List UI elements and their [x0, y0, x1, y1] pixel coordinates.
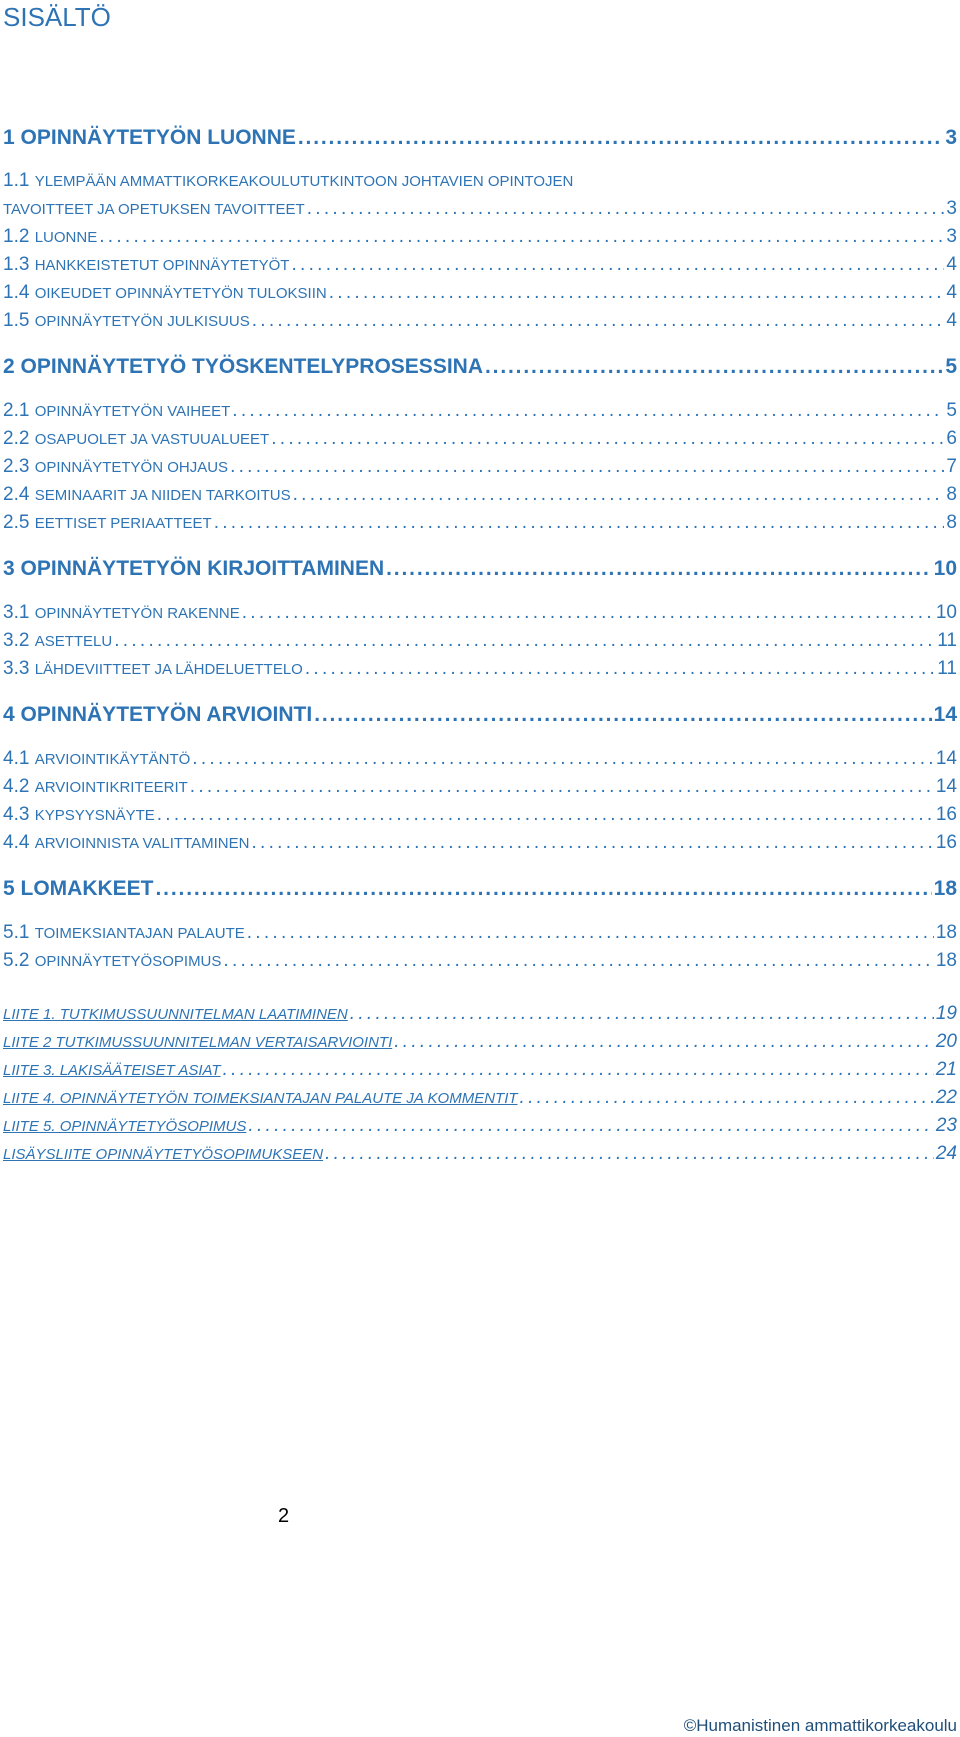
toc-leader [223, 950, 933, 972]
toc-entry-text: ASETTELU [34, 633, 113, 650]
toc-page-number: 16 [935, 804, 957, 825]
toc-entry-number: 3.1 [3, 602, 35, 623]
toc-entry-text: LIITE 3. LAKISÄÄTEISET ASIAT [3, 1062, 221, 1079]
toc-entry[interactable] [3, 748, 957, 770]
toc-entry-number: 1.3 [3, 254, 35, 275]
toc-leader [247, 922, 934, 944]
toc-page-number: 11 [937, 630, 957, 651]
toc-entry-number: 1.2 [3, 226, 35, 247]
toc-entry[interactable] [3, 428, 957, 450]
toc-page-number: 11 [937, 658, 957, 679]
toc-entry-title: 3 OPINNÄYTETYÖN KIRJOITTAMINEN [3, 557, 385, 580]
toc-entry-number: 2.3 [3, 456, 35, 477]
toc-page-number: 19 [935, 1003, 957, 1024]
toc-entry-text: ARVIOINTIKÄYTÄNTÖ [34, 751, 191, 768]
toc-page-number: 24 [935, 1143, 957, 1164]
toc-page-number: 7 [946, 456, 957, 477]
toc-entry-title [3, 484, 291, 506]
toc-page-number: 4 [946, 282, 957, 303]
toc-entry[interactable] [3, 1087, 957, 1109]
toc-entry-title [3, 922, 245, 944]
toc-entry-number: 5.1 [3, 922, 35, 943]
toc-entry-text: OIKEUDET OPINNÄYTETYÖN TULOKSIIN [34, 285, 327, 302]
toc-page-number: 18 [935, 922, 957, 943]
toc-entry-text: SEMINAARIT JA NIIDEN TARKOITUS [34, 487, 291, 504]
toc-wrap-line-1[interactable] [3, 170, 573, 192]
toc-entry[interactable] [3, 658, 957, 680]
toc-page-number: 5 [945, 355, 957, 378]
toc-entry-number: 4.3 [3, 804, 35, 825]
toc-page-number: 10 [935, 602, 957, 623]
toc-leader [190, 776, 934, 798]
toc-entry-title [3, 310, 250, 332]
toc-entry-number: 1.5 [3, 310, 35, 331]
toc-entry-title [3, 950, 221, 972]
toc-leader [251, 832, 933, 854]
toc-entry-text: EETTISET PERIAATTEET [34, 515, 212, 532]
toc-leader [293, 484, 945, 506]
toc-leader [114, 630, 935, 652]
toc-entry[interactable] [3, 512, 957, 534]
toc-entry-title [3, 1003, 348, 1025]
toc-page-number: 3 [946, 198, 957, 219]
toc-entry-text: ARVIOINNISTA VALITTAMINEN [34, 835, 250, 852]
toc-entry-text: LÄHDEVIITTEET JA LÄHDELUETTELO [34, 661, 303, 678]
toc-entry-title [3, 400, 230, 422]
toc-page-number: 6 [946, 428, 957, 449]
toc-entry[interactable] [3, 804, 957, 826]
toc-entry[interactable] [3, 484, 957, 506]
toc-page-number: 21 [935, 1059, 957, 1080]
toc-page-number: 23 [935, 1115, 957, 1136]
toc-entry-title [3, 1115, 246, 1137]
toc-entry-text: HANKKEISTETUT OPINNÄYTETYÖT [34, 257, 290, 274]
toc-entry-number: 5.2 [3, 950, 35, 971]
toc-entry-text: OPINNÄYTETYÖN VAIHEET [34, 403, 231, 420]
toc-entry-title [3, 804, 155, 826]
toc-leader [214, 512, 945, 534]
toc-entry[interactable] [3, 282, 957, 304]
toc-entry-text: TOIMEKSIANTAJAN PALAUTE [34, 925, 245, 942]
toc-leader [252, 310, 945, 332]
toc-entry-title: 5 LOMAKKEET [3, 877, 154, 900]
toc-entry[interactable] [3, 1031, 957, 1053]
toc-leader [307, 198, 945, 220]
toc-leader [305, 658, 935, 680]
toc-leader [485, 355, 943, 379]
page-title: SISÄLTÖ [3, 2, 111, 32]
toc-leader [156, 877, 932, 901]
toc-entry-title: 2 OPINNÄYTETYÖ TYÖSKENTELYPROSESSINA [3, 355, 483, 378]
toc-entry-title [3, 602, 240, 624]
toc-entry[interactable] [3, 1115, 957, 1137]
toc-entry[interactable] [3, 776, 957, 798]
toc-entry-number: 2.4 [3, 484, 35, 505]
toc-leader [242, 602, 934, 624]
toc-leader [230, 456, 944, 478]
toc-entry[interactable] [3, 1059, 957, 1081]
toc-leader [386, 557, 932, 581]
toc-entry-title [3, 748, 190, 770]
toc-leader [271, 428, 944, 450]
toc-entry-text: OPINNÄYTETYÖN JULKISUUS [34, 313, 250, 330]
toc-entry[interactable] [3, 400, 957, 422]
toc-entry-title [3, 1143, 323, 1165]
toc-entry-number: 2.2 [3, 428, 35, 449]
toc-entry-number: 1.4 [3, 282, 35, 303]
toc-entry-text: LIITE 5. OPINNÄYTETYÖSOPIMUS [3, 1118, 247, 1135]
toc-entry-number: 4.1 [3, 748, 35, 769]
toc-entry[interactable] [3, 254, 957, 276]
toc-leader [350, 1003, 934, 1025]
toc-entry-title [3, 630, 112, 652]
toc-entry[interactable] [3, 950, 957, 972]
toc-entry-text: KYPSYYSNÄYTE [34, 807, 155, 824]
toc-entry-title [3, 1087, 518, 1109]
toc-entry[interactable] [3, 602, 957, 624]
toc-page-number: 8 [946, 512, 957, 533]
toc-leader [329, 282, 945, 304]
toc-leader [223, 1059, 934, 1081]
toc-entry-title [3, 254, 289, 276]
toc-entry-text: LIITE 1. TUTKIMUSSUUNNITELMAN LAATIMINEN [3, 1006, 348, 1023]
toc-entry[interactable] [3, 1003, 957, 1025]
toc-entry-text: OPINNÄYTETYÖN OHJAUS [34, 459, 229, 476]
toc-entry[interactable] [3, 355, 957, 379]
toc-page-number: 5 [946, 400, 957, 421]
toc-entry[interactable] [3, 310, 957, 332]
toc-page-number: 16 [935, 832, 957, 853]
toc-entry-title [3, 658, 303, 680]
toc-leader [394, 1031, 934, 1053]
toc-page-number: 22 [935, 1087, 957, 1108]
toc-entry-text: LIITE 4. OPINNÄYTETYÖN TOIMEKSIANTAJAN PALAUTE JA KOMMENTIT [3, 1090, 518, 1107]
toc-entry-text: ARVIOINTIKRITEERIT [34, 779, 188, 796]
toc-entry-title: 1 OPINNÄYTETYÖN LUONNE [3, 126, 296, 149]
toc-leader [520, 1087, 934, 1109]
toc-entry-title: TAVOITTEET JA OPETUKSEN TAVOITTEET [3, 201, 305, 218]
toc-entry-number: 4.4 [3, 832, 35, 853]
toc-page-number: 4 [946, 310, 957, 331]
toc-leader [192, 748, 934, 770]
toc-entry-text: OSAPUOLET JA VASTUUALUEET [34, 431, 270, 448]
toc-entry-title [3, 776, 188, 798]
toc-page-number: 18 [935, 950, 957, 971]
toc-leader [325, 1143, 934, 1165]
toc-entry[interactable] [3, 877, 957, 901]
toc-leader [232, 400, 944, 422]
toc-entry-text: LUONNE [34, 229, 98, 246]
toc-page-number: 14 [935, 748, 957, 769]
toc-leader [157, 804, 934, 826]
toc-entry-title [3, 282, 327, 304]
toc-leader [298, 126, 943, 150]
toc-entry[interactable] [3, 1143, 957, 1165]
toc-page-number: 8 [946, 484, 957, 505]
toc-page-number: 10 [933, 557, 957, 580]
toc-entry-title: YLEMPÄÄN AMMATTIKORKEAKOULUTUTKINTOON JOHTAVIEN OPINTOJEN [34, 173, 574, 190]
toc-page-number: 3 [945, 126, 957, 149]
toc-entry-text: OPINNÄYTETYÖSOPIMUS [34, 953, 222, 970]
toc-entry-number: 3.2 [3, 630, 35, 651]
page-number: 2 [278, 1505, 290, 1527]
toc-entry-text: LISÄYSLIITE OPINNÄYTETYÖSOPIMUKSEEN [3, 1146, 324, 1163]
toc-entry-text: OPINNÄYTETYÖN RAKENNE [34, 605, 240, 622]
toc-entry[interactable] [3, 832, 957, 854]
toc-entry[interactable] [3, 703, 957, 727]
toc-leader [291, 254, 944, 276]
toc-entry-number: 2.5 [3, 512, 35, 533]
toc-entry-title [3, 512, 212, 534]
toc-page-number: 18 [933, 877, 957, 900]
toc-entry-text: LIITE 2 TUTKIMUSSUUNNITELMAN VERTAISARVIOINTI [3, 1034, 393, 1051]
toc-entry-number: 4.2 [3, 776, 35, 797]
toc-entry-title [3, 1059, 221, 1081]
toc-entry[interactable] [3, 226, 957, 248]
toc-page-number: 4 [946, 254, 957, 275]
toc-page-number: 14 [935, 776, 957, 797]
toc-entry-title [3, 1031, 392, 1053]
toc-entry[interactable] [3, 126, 957, 150]
toc-entry-title [3, 832, 249, 854]
toc-entry-number: 2.1 [3, 400, 35, 421]
footer-copyright: ©Humanistinen ammattikorkeakoulu [683, 1716, 957, 1735]
toc-entry-number: 1.1 [3, 170, 35, 191]
toc-wrap-line-2[interactable] [3, 198, 957, 220]
toc-leader [314, 703, 931, 727]
toc-page-number: 3 [946, 226, 957, 247]
toc-entry-title [3, 428, 269, 450]
toc-page-number: 14 [933, 703, 957, 726]
toc-entry-number: 3.3 [3, 658, 35, 679]
toc-leader [248, 1115, 933, 1137]
toc-page-number: 20 [935, 1031, 957, 1052]
toc-entry[interactable] [3, 456, 957, 478]
toc-entry-title [3, 226, 97, 248]
toc-entry[interactable] [3, 922, 957, 944]
toc-entry-title: 4 OPINNÄYTETYÖN ARVIOINTI [3, 703, 313, 726]
toc-entry-title [3, 456, 228, 478]
toc-entry[interactable] [3, 630, 957, 652]
toc-leader [99, 226, 944, 248]
toc-entry[interactable] [3, 557, 957, 581]
